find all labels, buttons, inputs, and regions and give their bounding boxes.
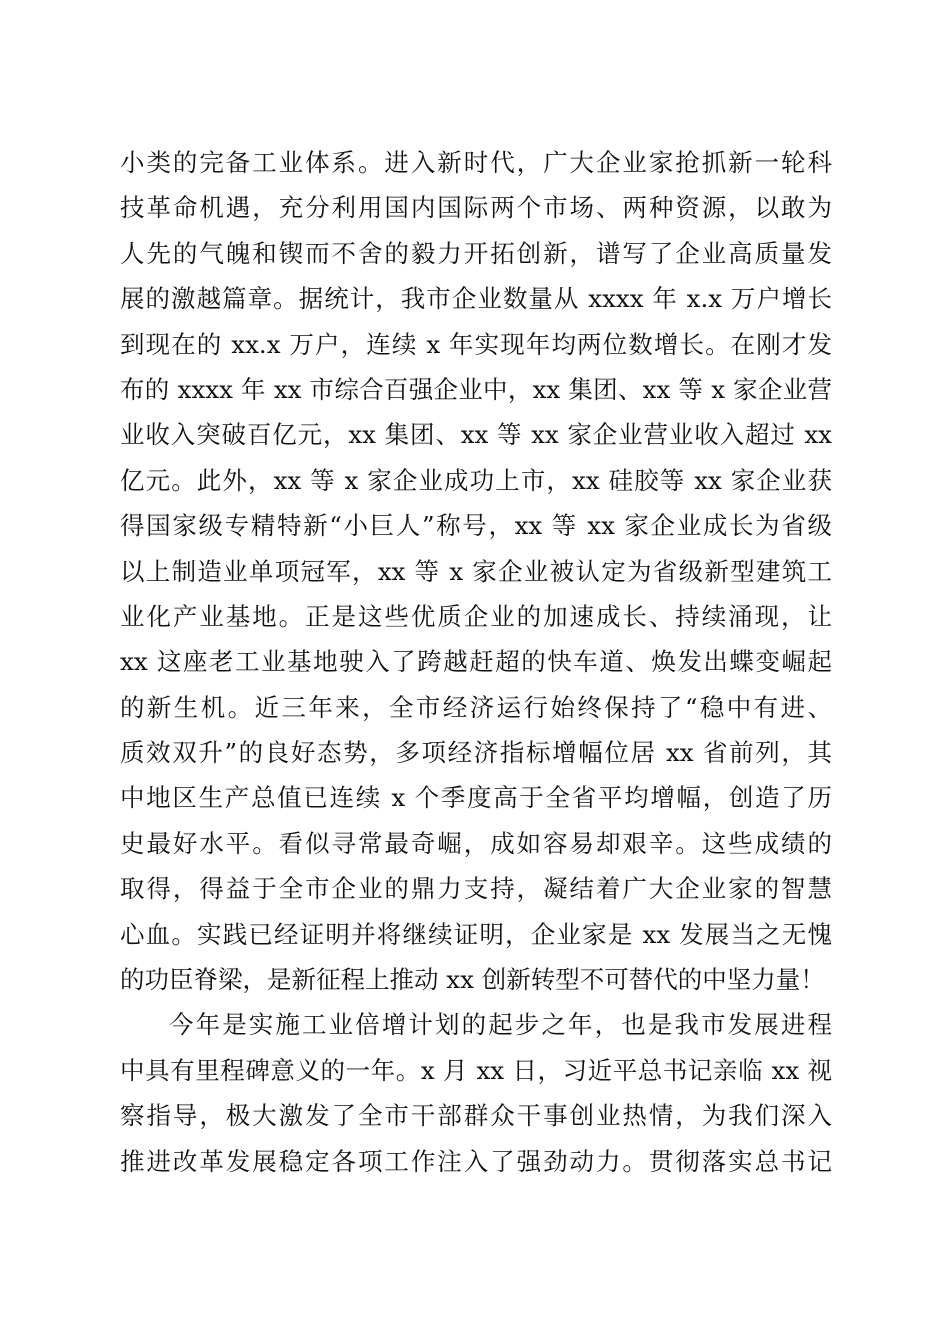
text-line: 业化产业基地。正是这些优质企业的加速成长、持续涌现，让 bbox=[120, 601, 832, 631]
text-line: 察指导，极大激发了全市干部群众干事创业热情，为我们深入 bbox=[120, 1101, 832, 1131]
text-line: 得国家级专精特新“小巨人”称号，xx 等 xx 家企业成长为省级 bbox=[120, 511, 832, 541]
text-line: 亿元。此外，xx 等 x 家企业成功上市，xx 硅胶等 xx 家企业获 bbox=[120, 465, 832, 495]
text-line: 人先的气魄和锲而不舍的毅力开拓创新，谱写了企业高质量发 bbox=[120, 238, 832, 268]
text-line: 中地区生产总值已连续 x 个季度高于全省平均增幅，创造了历 bbox=[120, 783, 832, 813]
text-line: 心血。实践已经证明并将继续证明，企业家是 xx 发展当之无愧 bbox=[120, 919, 832, 949]
text-line: 中具有里程碑意义的一年。x 月 xx 日，习近平总书记亲临 xx 视 bbox=[120, 1055, 832, 1085]
text-line: 以上制造业单项冠军，xx 等 x 家企业被认定为省级新型建筑工 bbox=[120, 556, 832, 586]
paragraph-start-line: 今年是实施工业倍增计划的起步之年，也是我市发展进程 bbox=[169, 1010, 832, 1040]
text-line: 展的激越篇章。据统计，我市企业数量从 xxxx 年 x.x 万户增长 bbox=[120, 284, 832, 314]
text-line: 业收入突破百亿元，xx 集团、xx 等 xx 家企业营业收入超过 xx bbox=[120, 420, 832, 450]
text-line: 的新生机。近三年来，全市经济运行始终保持了“稳中有进、 bbox=[120, 692, 832, 722]
text-line: 技革命机遇，充分利用国内国际两个市场、两种资源，以敢为 bbox=[120, 193, 832, 223]
text-line: 小类的完备工业体系。进入新时代，广大企业家抢抓新一轮科 bbox=[120, 148, 832, 177]
text-line: 推进改革发展稳定各项工作注入了强劲动力。贯彻落实总书记 bbox=[120, 1146, 832, 1176]
text-line: xx 这座老工业基地驶入了跨越赶超的快车道、焕发出蝶变崛起 bbox=[120, 647, 832, 677]
text-line: 史最好水平。看似寻常最奇崛，成如容易却艰辛。这些成绩的 bbox=[120, 828, 832, 858]
text-line: 布的 xxxx 年 xx 市综合百强企业中，xx 集团、xx 等 x 家企业营 bbox=[120, 374, 832, 404]
text-line: 质效双升”的良好态势，多项经济指标增幅位居 xx 省前列，其 bbox=[120, 738, 832, 768]
paragraph-end-line: 的功臣脊梁，是新征程上推动 xx 创新转型不可替代的中坚力量！ bbox=[120, 965, 825, 995]
body-text bbox=[120, 140, 832, 1184]
text-line: 取得，得益于全市企业的鼎力支持，凝结着广大企业家的智慧 bbox=[120, 874, 832, 904]
text-line: 到现在的 xx.x 万户，连续 x 年实现年均两位数增长。在刚才发 bbox=[120, 329, 832, 359]
